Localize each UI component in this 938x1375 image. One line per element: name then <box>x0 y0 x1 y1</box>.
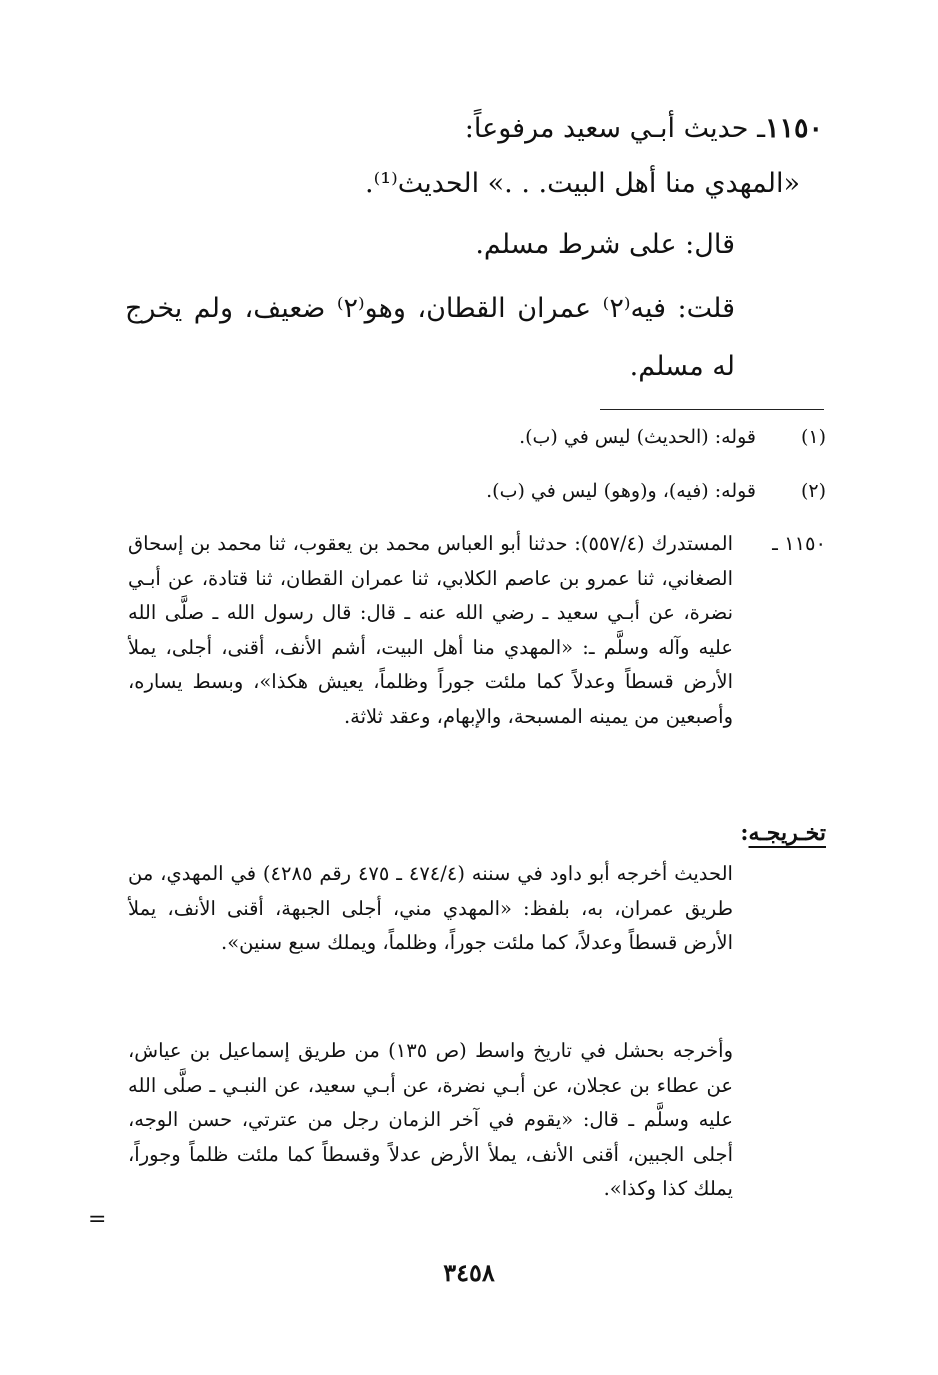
footnote-1 <box>106 426 826 449</box>
takhrij-heading <box>740 820 826 846</box>
footnote-text: قوله: (فيه)، و(وهو) ليس في (ب). <box>486 480 756 502</box>
continuation-mark: = <box>88 1207 107 1232</box>
page-number: ٣٤٥٨ <box>443 1258 495 1287</box>
takhrij-paragraph-1: الحديث أخرجه أبو داود في سننه (٤٧٤/٤ ـ ٤٧٥ رقم ٤٢٨٥) في المهدي، من طريق عمران، به، بلفظ: «المهدي مني، أجلى الجبهة، أقنى الأنف، يملأ الأرض قسطاً وعدلاً، كما ملئت جوراً، وظلماً، ويملك سبع سنين». <box>128 862 733 955</box>
footnote-separator <box>600 409 824 410</box>
footnote-2 <box>106 480 826 503</box>
entry-heading <box>133 112 823 146</box>
takhrij-heading-label: تخـريجـه <box>748 820 826 846</box>
takhrij-paragraph-2: وأخرجه بحشل في تاريخ واسط (ص ١٣٥) من طريق إسماعيل بن عياش، عن عطاء بن عجلان، عن أبـي نضرة، عن أبـي سعيد، عن النبـي ـ صلَّى الله عليه وسلَّم ـ قال: «يقوم في آخر الزمان رجل من عترتي، حسن الوجه، أجلى الجبين، أقنى الأنف، يملأ الأرض عدلاً وقسطاً كما ملئت ظلماً وجوراً، يملك كذا وكذا». <box>128 1039 733 1201</box>
entry-number: ١١٥٠ <box>764 113 823 144</box>
footnote-number: (٢) <box>800 480 826 502</box>
entry-qultu: قلت: فيه⁽٢⁾ عمران القطان، وهو⁽٢⁾ ضعيف، ولم يخرج له مسلم. <box>125 293 735 382</box>
entry-title: ـ حديث أبـي سعيد مرفوعاً: <box>464 113 765 144</box>
takhrij-heading-colon: : <box>740 820 749 846</box>
commentary-text: المستدرك (٥٥٧/٤): حدثنا أبو العباس محمد بن يعقوب، ثنا محمد بن إسحاق الصغاني، ثنا عمرو بن عاصم الكلابي، ثنا عمران القطان، ثنا قتادة، عن أبـي نضرة، عن أبـي سعيد ـ رضي الله عنه ـ قال: قال رسول الله ـ صلَّى الله عليه وآله وسلَّم ـ: «المهدي منا أهل البيت، أشم الأنف، أقنى، أجلى، يملأ الأرض قسطاً وعدلاً كما ملئت جوراً وظلماً، يعيش هكذا»، وبسط يساره، وأصبعين من يمينه المسبحة، والإبهام، وعقد ثلاثة. <box>128 532 733 728</box>
footnote-text: قوله: (الحديث) ليس في (ب). <box>519 426 756 448</box>
entry-hadith: «المهدي منا أهل البيت. . .» الحديث⁽¹⁾. <box>365 168 800 199</box>
commentary-number: ١١٥٠ ـ <box>772 532 826 555</box>
footnote-number: (١) <box>800 426 826 448</box>
entry-qala: قال: على شرط مسلم. <box>475 229 735 260</box>
